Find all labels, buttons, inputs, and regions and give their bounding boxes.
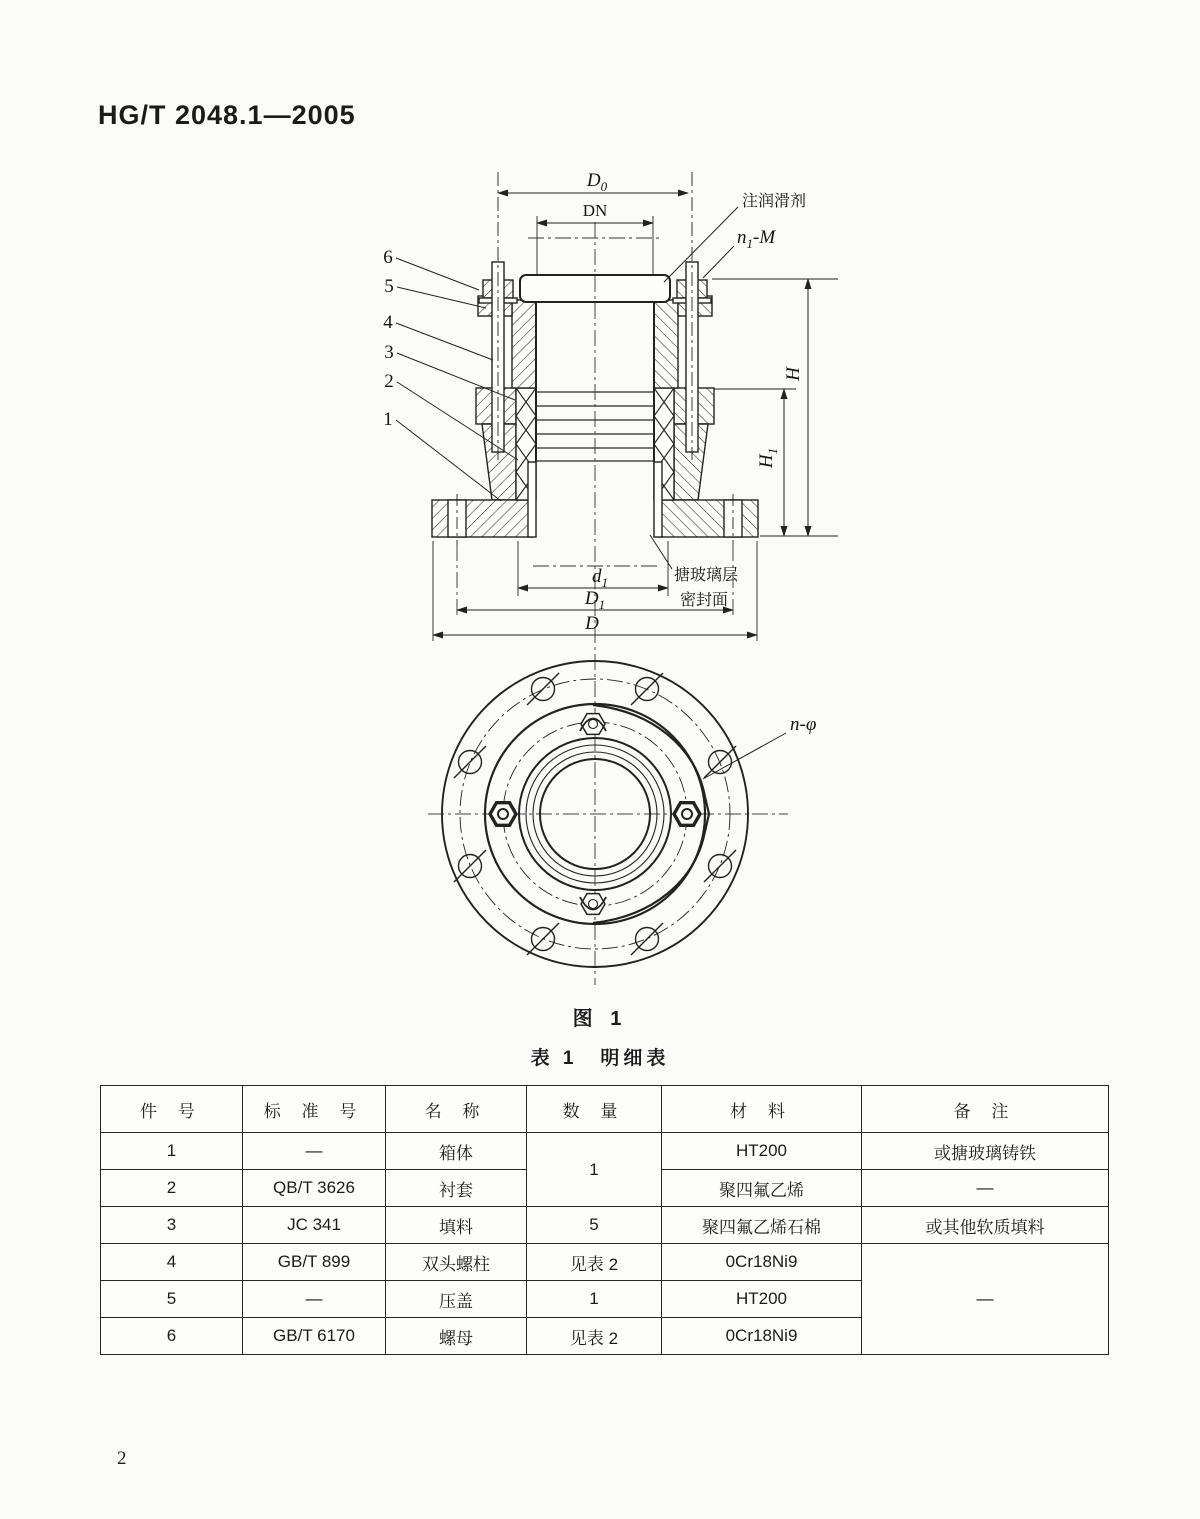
dim-D1: $D_1$ [584,588,606,612]
cell-quantity: 1 [527,1281,662,1318]
col-name: 名 称 [386,1086,527,1133]
cell-remarks: — [862,1170,1109,1207]
cell-quantity: 见表 2 [527,1244,662,1281]
cell-name: 螺母 [386,1318,527,1355]
cell-standard: — [243,1281,386,1318]
table-row [101,1133,1109,1170]
page-number: 2 [117,1448,127,1469]
label-n-phi: n-φ [790,714,817,735]
cell-item-no: 6 [101,1318,243,1355]
cell-item-no: 2 [101,1170,243,1207]
standard-code: HG/T 2048.1—2005 [98,100,356,130]
plan-view [428,661,816,967]
dim-D: D [585,613,599,634]
cell-name: 双头螺柱 [386,1244,527,1281]
table-row [101,1207,1109,1244]
callout-6: 6 [383,247,393,268]
col-quantity: 数 量 [527,1086,662,1133]
cell-material: 0Cr18Ni9 [662,1318,862,1355]
cell-material: 0Cr18Ni9 [662,1244,862,1281]
callout-3: 3 [384,342,394,363]
cell-quantity: 5 [527,1207,662,1244]
cell-remarks: 或其他软质填料 [862,1207,1109,1244]
callout-4: 4 [383,312,393,333]
cell-remarks: 或搪玻璃铸铁 [862,1133,1109,1170]
col-item-no: 件 号 [101,1086,243,1133]
callout-2: 2 [384,371,394,392]
cell-name: 压盖 [386,1281,527,1318]
dim-H: H [783,367,804,381]
callout-5: 5 [384,276,394,297]
col-standard-no: 标 准 号 [243,1086,386,1133]
cell-quantity-merged: 1 [527,1133,662,1207]
note-glass-layer: 搪玻璃层 [674,567,739,584]
dim-d1: $d_1$ [592,566,608,590]
cell-material: 聚四氟乙烯 [662,1170,862,1207]
cell-material: HT200 [662,1281,862,1318]
cell-standard: GB/T 899 [243,1244,386,1281]
label-n1-M: $n_1-M$ [737,227,776,251]
callout-1: 1 [383,409,393,430]
dim-H1: $H_1$ [756,447,780,469]
cell-remarks-merged: — [862,1244,1109,1355]
parts-table [100,1085,1109,1355]
dim-D0: $D_0$ [586,170,608,194]
dim-DN: DN [582,201,608,220]
figure-caption: 图 1 [572,1008,628,1030]
table-caption: 表 1 明细表 [530,1048,670,1069]
cell-item-no: 4 [101,1244,243,1281]
cell-name: 填料 [386,1207,527,1244]
note-sealing-face: 密封面 [680,592,729,609]
cell-standard: JC 341 [243,1207,386,1244]
cell-material: HT200 [662,1133,862,1170]
cell-material: 聚四氟乙烯石棉 [662,1207,862,1244]
col-material: 材 料 [662,1086,862,1133]
col-remarks: 备 注 [862,1086,1109,1133]
table-row [101,1244,1109,1281]
cell-item-no: 5 [101,1281,243,1318]
cell-quantity: 见表 2 [527,1318,662,1355]
table-header-row [101,1086,1109,1133]
cell-name: 箱体 [386,1133,527,1170]
cell-name: 衬套 [386,1170,527,1207]
cell-standard: QB/T 3626 [243,1170,386,1207]
cell-standard: GB/T 6170 [243,1318,386,1355]
cell-item-no: 1 [101,1133,243,1170]
cell-standard: — [243,1133,386,1170]
note-lubricant: 注润滑剂 [742,193,807,210]
cell-item-no: 3 [101,1207,243,1244]
